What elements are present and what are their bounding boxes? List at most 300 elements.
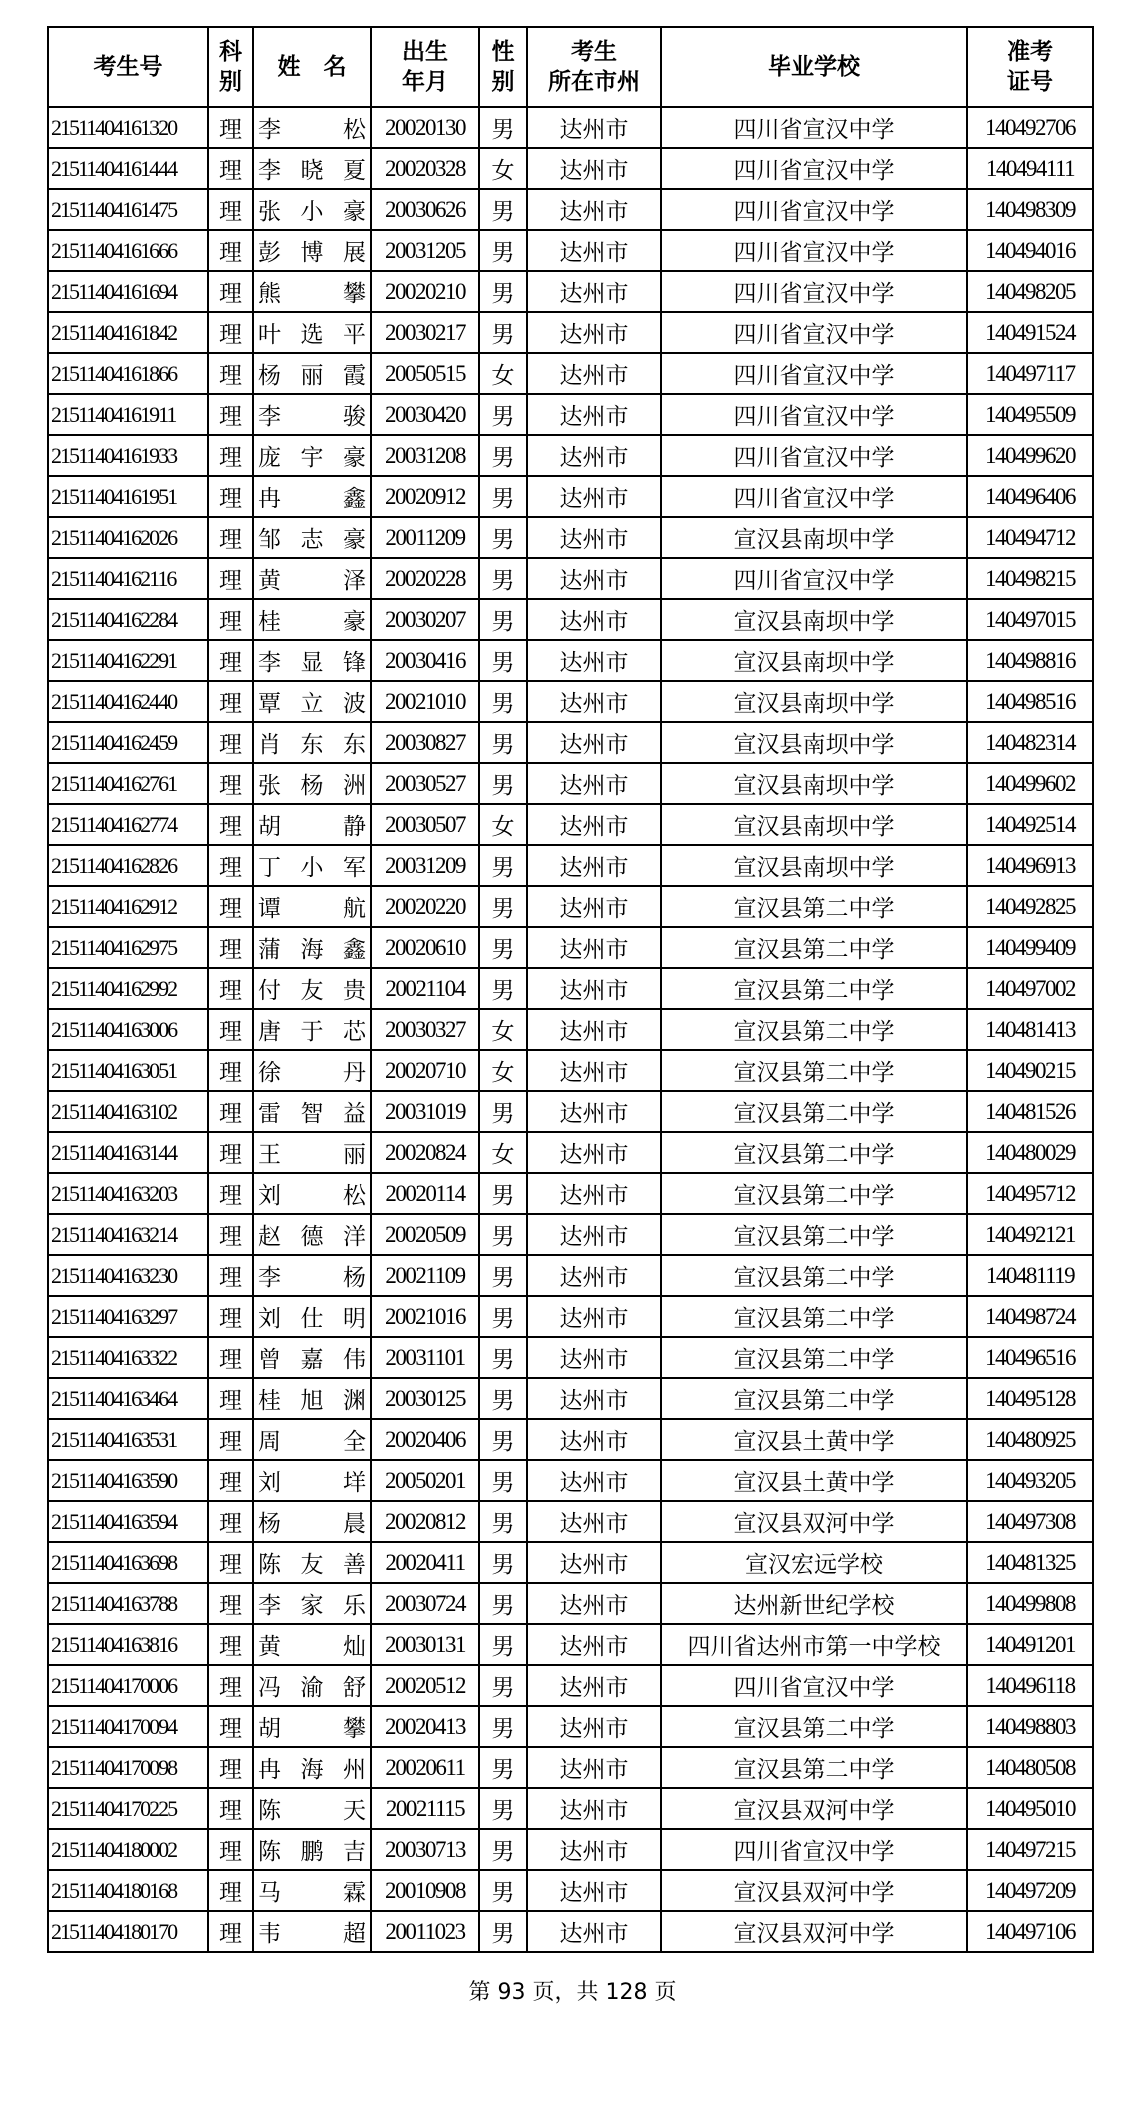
cell-name: 韦超: [253, 1911, 371, 1952]
cell-school: 宣汉县第二中学: [661, 927, 967, 968]
cell-city: 达州市: [527, 1706, 661, 1747]
cell-birth: 20031019: [371, 1091, 479, 1132]
cell-ticket-no: 140481325: [967, 1542, 1093, 1583]
cell-name: 王丽: [253, 1132, 371, 1173]
cell-city: 达州市: [527, 271, 661, 312]
cell-school: 宣汉县南坝中学: [661, 763, 967, 804]
table-row: [48, 1378, 1093, 1419]
cell-name: 黄泽: [253, 558, 371, 599]
cell-exam-id: 21511404161911: [48, 394, 208, 435]
cell-subject: 理: [208, 435, 253, 476]
cell-school: 宣汉县南坝中学: [661, 845, 967, 886]
cell-subject: 理: [208, 1214, 253, 1255]
cell-birth: 20031209: [371, 845, 479, 886]
cell-subject: 理: [208, 1419, 253, 1460]
cell-name: 胡静: [253, 804, 371, 845]
cell-name: 刘垟: [253, 1460, 371, 1501]
header-label: 科: [219, 39, 242, 65]
table-body: [48, 107, 1093, 1952]
cell-ticket-no: 140492706: [967, 107, 1093, 148]
cell-name: 周全: [253, 1419, 371, 1460]
cell-gender: 男: [479, 1911, 527, 1952]
cell-gender: 女: [479, 804, 527, 845]
table-row: [48, 1870, 1093, 1911]
cell-gender: 男: [479, 435, 527, 476]
cell-ticket-no: 140497215: [967, 1829, 1093, 1870]
header-label: 准考证号: [1006, 39, 1053, 95]
table-row: [48, 1214, 1093, 1255]
cell-school: 宣汉县第二中学: [661, 886, 967, 927]
cell-school: 宣汉县南坝中学: [661, 722, 967, 763]
cell-city: 达州市: [527, 476, 661, 517]
cell-gender: 女: [479, 148, 527, 189]
cell-school: 四川省宣汉中学: [661, 476, 967, 517]
cell-ticket-no: 140480508: [967, 1747, 1093, 1788]
table-row: [48, 1747, 1093, 1788]
cell-school: 宣汉县第二中学: [661, 1050, 967, 1091]
cell-exam-id: 21511404180168: [48, 1870, 208, 1911]
cell-city: 达州市: [527, 1542, 661, 1583]
cell-subject: 理: [208, 640, 253, 681]
cell-subject: 理: [208, 394, 253, 435]
cell-city: 达州市: [527, 1665, 661, 1706]
cell-birth: 20030420: [371, 394, 479, 435]
cell-city: 达州市: [527, 1337, 661, 1378]
header-label: 出生年月: [401, 39, 448, 95]
cell-exam-id: 21511404162826: [48, 845, 208, 886]
cell-ticket-no: 140492121: [967, 1214, 1093, 1255]
cell-name: 胡攀: [253, 1706, 371, 1747]
cell-birth: 20020130: [371, 107, 479, 148]
cell-birth: 20030125: [371, 1378, 479, 1419]
cell-ticket-no: 140493205: [967, 1460, 1093, 1501]
cell-school: 宣汉县第二中学: [661, 1296, 967, 1337]
cell-subject: 理: [208, 927, 253, 968]
cell-name: 张杨洲: [253, 763, 371, 804]
cell-subject: 理: [208, 1337, 253, 1378]
table-row: [48, 230, 1093, 271]
cell-subject: 理: [208, 1173, 253, 1214]
cell-school: 宣汉县双河中学: [661, 1911, 967, 1952]
cell-school: 四川省达州市第一中学校: [661, 1624, 967, 1665]
cell-name: 陈鹏吉: [253, 1829, 371, 1870]
cell-subject: 理: [208, 886, 253, 927]
table-row: [48, 353, 1093, 394]
cell-exam-id: 21511404162116: [48, 558, 208, 599]
cell-name: 邹志豪: [253, 517, 371, 558]
cell-birth: 20050515: [371, 353, 479, 394]
cell-subject: 理: [208, 1501, 253, 1542]
table-row: [48, 886, 1093, 927]
cell-gender: 男: [479, 1337, 527, 1378]
cell-subject: 理: [208, 1624, 253, 1665]
cell-subject: 理: [208, 271, 253, 312]
header-school: [661, 27, 967, 107]
cell-gender: 男: [479, 886, 527, 927]
cell-subject: 理: [208, 1255, 253, 1296]
cell-exam-id: 21511404163816: [48, 1624, 208, 1665]
table-row: [48, 271, 1093, 312]
table-row: [48, 1911, 1093, 1952]
cell-name: 李杨: [253, 1255, 371, 1296]
cell-gender: 男: [479, 107, 527, 148]
cell-school: 宣汉县第二中学: [661, 1173, 967, 1214]
cell-exam-id: 21511404163144: [48, 1132, 208, 1173]
cell-birth: 20020824: [371, 1132, 479, 1173]
cell-exam-id: 21511404161933: [48, 435, 208, 476]
cell-subject: 理: [208, 1009, 253, 1050]
cell-gender: 女: [479, 1009, 527, 1050]
cell-city: 达州市: [527, 968, 661, 1009]
cell-city: 达州市: [527, 1501, 661, 1542]
cell-gender: 男: [479, 476, 527, 517]
cell-exam-id: 21511404163297: [48, 1296, 208, 1337]
cell-birth: 20010908: [371, 1870, 479, 1911]
page-footer: 第 93 页，共 128 页: [468, 1980, 677, 2005]
cell-exam-id: 21511404161694: [48, 271, 208, 312]
cell-birth: 20030131: [371, 1624, 479, 1665]
cell-ticket-no: 140498215: [967, 558, 1093, 599]
cell-subject: 理: [208, 722, 253, 763]
cell-exam-id: 21511404163006: [48, 1009, 208, 1050]
table-row: [48, 763, 1093, 804]
header-ticket-no: [967, 27, 1093, 107]
table-row: [48, 1583, 1093, 1624]
table-row: [48, 1501, 1093, 1542]
table-row: [48, 1829, 1093, 1870]
cell-subject: 理: [208, 968, 253, 1009]
table-row: [48, 1460, 1093, 1501]
cell-birth: 20020114: [371, 1173, 479, 1214]
table-row: [48, 681, 1093, 722]
cell-birth: 20011023: [371, 1911, 479, 1952]
table-row: [48, 1132, 1093, 1173]
cell-name: 肖东东: [253, 722, 371, 763]
cell-city: 达州市: [527, 927, 661, 968]
cell-school: 四川省宣汉中学: [661, 230, 967, 271]
cell-subject: 理: [208, 1665, 253, 1706]
cell-school: 四川省宣汉中学: [661, 189, 967, 230]
cell-birth: 20030527: [371, 763, 479, 804]
cell-school: 宣汉县第二中学: [661, 1214, 967, 1255]
cell-exam-id: 21511404161842: [48, 312, 208, 353]
cell-city: 达州市: [527, 1296, 661, 1337]
cell-exam-id: 21511404162761: [48, 763, 208, 804]
cell-exam-id: 21511404162912: [48, 886, 208, 927]
cell-gender: 男: [479, 1706, 527, 1747]
cell-subject: 理: [208, 804, 253, 845]
header-label: 姓 名: [277, 54, 347, 80]
cell-exam-id: 21511404162459: [48, 722, 208, 763]
cell-city: 达州市: [527, 1378, 661, 1419]
table-row: [48, 394, 1093, 435]
cell-ticket-no: 140499602: [967, 763, 1093, 804]
cell-school: 宣汉县南坝中学: [661, 640, 967, 681]
cell-city: 达州市: [527, 1255, 661, 1296]
cell-birth: 20021109: [371, 1255, 479, 1296]
cell-city: 达州市: [527, 148, 661, 189]
cell-name: 丁小军: [253, 845, 371, 886]
table-row: [48, 1009, 1093, 1050]
cell-city: 达州市: [527, 886, 661, 927]
cell-ticket-no: 140481526: [967, 1091, 1093, 1132]
table-row: [48, 722, 1093, 763]
cell-name: 曾嘉伟: [253, 1337, 371, 1378]
cell-subject: 理: [208, 681, 253, 722]
table-header-row: [48, 27, 1093, 107]
cell-subject: 理: [208, 517, 253, 558]
cell-subject: 理: [208, 845, 253, 886]
cell-birth: 20031208: [371, 435, 479, 476]
cell-birth: 20030207: [371, 599, 479, 640]
table-row: [48, 599, 1093, 640]
table-row: [48, 640, 1093, 681]
cell-subject: 理: [208, 1050, 253, 1091]
cell-school: 四川省宣汉中学: [661, 148, 967, 189]
table-row: [48, 435, 1093, 476]
cell-exam-id: 21511404162774: [48, 804, 208, 845]
cell-birth: 20020512: [371, 1665, 479, 1706]
cell-gender: 男: [479, 1624, 527, 1665]
cell-ticket-no: 140480925: [967, 1419, 1093, 1460]
cell-exam-id: 21511404163464: [48, 1378, 208, 1419]
cell-school: 宣汉县南坝中学: [661, 804, 967, 845]
cell-gender: 男: [479, 394, 527, 435]
cell-gender: 男: [479, 1542, 527, 1583]
cell-ticket-no: 140497117: [967, 353, 1093, 394]
cell-ticket-no: 140480029: [967, 1132, 1093, 1173]
cell-subject: 理: [208, 558, 253, 599]
cell-gender: 男: [479, 1747, 527, 1788]
table-row: [48, 1091, 1093, 1132]
cell-name: 黄灿: [253, 1624, 371, 1665]
table-row: [48, 1296, 1093, 1337]
cell-gender: 女: [479, 353, 527, 394]
cell-ticket-no: 140499409: [967, 927, 1093, 968]
cell-ticket-no: 140498724: [967, 1296, 1093, 1337]
cell-city: 达州市: [527, 1911, 661, 1952]
table-row: [48, 804, 1093, 845]
cell-name: 熊攀: [253, 271, 371, 312]
cell-school: 四川省宣汉中学: [661, 1665, 967, 1706]
cell-ticket-no: 140491524: [967, 312, 1093, 353]
cell-city: 达州市: [527, 640, 661, 681]
header-city: [527, 27, 661, 107]
cell-birth: 20020220: [371, 886, 479, 927]
cell-subject: 理: [208, 189, 253, 230]
cell-gender: 男: [479, 1378, 527, 1419]
cell-birth: 20031205: [371, 230, 479, 271]
cell-ticket-no: 140498205: [967, 271, 1093, 312]
table-row: [48, 312, 1093, 353]
cell-exam-id: 21511404162291: [48, 640, 208, 681]
cell-exam-id: 21511404161866: [48, 353, 208, 394]
cell-subject: 理: [208, 599, 253, 640]
cell-subject: 理: [208, 1706, 253, 1747]
cell-ticket-no: 140495010: [967, 1788, 1093, 1829]
cell-ticket-no: 140498516: [967, 681, 1093, 722]
header-birth: [371, 27, 479, 107]
cell-city: 达州市: [527, 1214, 661, 1255]
cell-gender: 男: [479, 558, 527, 599]
cell-school: 宣汉县第二中学: [661, 1132, 967, 1173]
cell-birth: 20020710: [371, 1050, 479, 1091]
cell-exam-id: 21511404180002: [48, 1829, 208, 1870]
table-row: [48, 927, 1093, 968]
cell-city: 达州市: [527, 312, 661, 353]
cell-exam-id: 21511404162975: [48, 927, 208, 968]
cell-school: 宣汉县第二中学: [661, 1337, 967, 1378]
table-row: [48, 1706, 1093, 1747]
cell-subject: 理: [208, 1542, 253, 1583]
cell-name: 张小豪: [253, 189, 371, 230]
cell-name: 刘松: [253, 1173, 371, 1214]
cell-ticket-no: 140497015: [967, 599, 1093, 640]
cell-city: 达州市: [527, 1747, 661, 1788]
cell-school: 宣汉县第二中学: [661, 1378, 967, 1419]
cell-subject: 理: [208, 1788, 253, 1829]
table-row: [48, 1542, 1093, 1583]
cell-school: 宣汉县第二中学: [661, 1009, 967, 1050]
cell-exam-id: 21511404180170: [48, 1911, 208, 1952]
cell-name: 谭航: [253, 886, 371, 927]
cell-gender: 男: [479, 1788, 527, 1829]
cell-name: 马霖: [253, 1870, 371, 1911]
cell-subject: 理: [208, 1911, 253, 1952]
cell-city: 达州市: [527, 1009, 661, 1050]
cell-subject: 理: [208, 353, 253, 394]
cell-birth: 20050201: [371, 1460, 479, 1501]
cell-gender: 男: [479, 968, 527, 1009]
cell-birth: 20030217: [371, 312, 479, 353]
cell-subject: 理: [208, 1583, 253, 1624]
cell-ticket-no: 140491201: [967, 1624, 1093, 1665]
header-label: 别: [219, 69, 242, 95]
header-exam-id: [48, 27, 208, 107]
table-row: [48, 558, 1093, 599]
cell-birth: 20030626: [371, 189, 479, 230]
cell-gender: 男: [479, 722, 527, 763]
cell-birth: 20020509: [371, 1214, 479, 1255]
cell-school: 宣汉县双河中学: [661, 1788, 967, 1829]
cell-school: 宣汉县土黄中学: [661, 1419, 967, 1460]
cell-subject: 理: [208, 1296, 253, 1337]
cell-name: 彭博展: [253, 230, 371, 271]
cell-birth: 20030416: [371, 640, 479, 681]
cell-city: 达州市: [527, 1132, 661, 1173]
cell-exam-id: 21511404161320: [48, 107, 208, 148]
cell-subject: 理: [208, 763, 253, 804]
cell-ticket-no: 140495128: [967, 1378, 1093, 1419]
cell-name: 徐丹: [253, 1050, 371, 1091]
cell-birth: 20021010: [371, 681, 479, 722]
cell-city: 达州市: [527, 599, 661, 640]
cell-ticket-no: 140497209: [967, 1870, 1093, 1911]
header-label: 毕业学校: [768, 54, 860, 80]
cell-school: 宣汉县土黄中学: [661, 1460, 967, 1501]
cell-subject: 理: [208, 1091, 253, 1132]
cell-birth: 20021104: [371, 968, 479, 1009]
cell-ticket-no: 140495509: [967, 394, 1093, 435]
cell-name: 陈天: [253, 1788, 371, 1829]
table-row: [48, 1337, 1093, 1378]
table-row: [48, 1419, 1093, 1460]
cell-ticket-no: 140499620: [967, 435, 1093, 476]
cell-ticket-no: 140496913: [967, 845, 1093, 886]
cell-gender: 女: [479, 1132, 527, 1173]
cell-city: 达州市: [527, 1173, 661, 1214]
cell-birth: 20020812: [371, 1501, 479, 1542]
cell-exam-id: 21511404163102: [48, 1091, 208, 1132]
header-gender: [479, 27, 527, 107]
cell-subject: 理: [208, 476, 253, 517]
cell-school: 宣汉县第二中学: [661, 1706, 967, 1747]
cell-gender: 男: [479, 1501, 527, 1542]
cell-ticket-no: 140494712: [967, 517, 1093, 558]
cell-name: 覃立波: [253, 681, 371, 722]
cell-school: 宣汉县第二中学: [661, 1747, 967, 1788]
cell-name: 唐于芯: [253, 1009, 371, 1050]
cell-gender: 男: [479, 1460, 527, 1501]
cell-gender: 男: [479, 1870, 527, 1911]
cell-subject: 理: [208, 312, 253, 353]
cell-school: 宣汉县第二中学: [661, 1255, 967, 1296]
cell-exam-id: 21511404163788: [48, 1583, 208, 1624]
cell-exam-id: 21511404161444: [48, 148, 208, 189]
cell-ticket-no: 140496406: [967, 476, 1093, 517]
header-name: [253, 27, 371, 107]
cell-subject: 理: [208, 1132, 253, 1173]
cell-name: 冯渝舒: [253, 1665, 371, 1706]
cell-city: 达州市: [527, 394, 661, 435]
cell-school: 宣汉县第二中学: [661, 968, 967, 1009]
cell-school: 四川省宣汉中学: [661, 394, 967, 435]
cell-birth: 20020228: [371, 558, 479, 599]
cell-exam-id: 21511404163051: [48, 1050, 208, 1091]
cell-exam-id: 21511404163698: [48, 1542, 208, 1583]
cell-school: 四川省宣汉中学: [661, 1829, 967, 1870]
cell-birth: 20020411: [371, 1542, 479, 1583]
cell-ticket-no: 140495712: [967, 1173, 1093, 1214]
cell-gender: 男: [479, 763, 527, 804]
cell-birth: 20020413: [371, 1706, 479, 1747]
cell-gender: 女: [479, 1050, 527, 1091]
cell-name: 李晓夏: [253, 148, 371, 189]
cell-gender: 男: [479, 230, 527, 271]
cell-school: 宣汉县双河中学: [661, 1501, 967, 1542]
cell-school: 四川省宣汉中学: [661, 107, 967, 148]
cell-exam-id: 21511404163230: [48, 1255, 208, 1296]
cell-birth: 20030713: [371, 1829, 479, 1870]
table-row: [48, 1624, 1093, 1665]
cell-gender: 男: [479, 640, 527, 681]
cell-city: 达州市: [527, 1460, 661, 1501]
cell-exam-id: 21511404162026: [48, 517, 208, 558]
cell-ticket-no: 140482314: [967, 722, 1093, 763]
cell-ticket-no: 140494016: [967, 230, 1093, 271]
cell-name: 刘仕明: [253, 1296, 371, 1337]
cell-birth: 20020610: [371, 927, 479, 968]
cell-city: 达州市: [527, 353, 661, 394]
cell-exam-id: 21511404162992: [48, 968, 208, 1009]
cell-school: 四川省宣汉中学: [661, 558, 967, 599]
table-row: [48, 107, 1093, 148]
cell-gender: 男: [479, 1419, 527, 1460]
cell-birth: 20021016: [371, 1296, 479, 1337]
cell-exam-id: 21511404161666: [48, 230, 208, 271]
cell-birth: 20011209: [371, 517, 479, 558]
table-row: [48, 1665, 1093, 1706]
